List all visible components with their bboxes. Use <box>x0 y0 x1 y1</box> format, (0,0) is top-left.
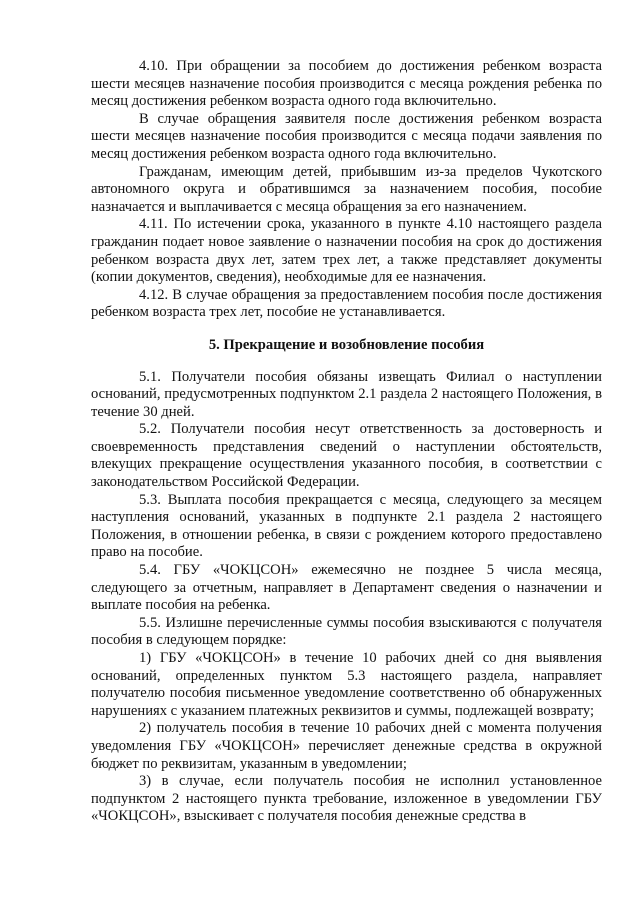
paragraph-4-11: 4.11. По истечении срока, указанного в пункте 4.10 настоящего раздела гражданин подает новое заявление о назначении пособия на срок до достижения ребенком возраста двух лет, затем трех лет, а также представляет документы (копии документов, сведения), необходимые для ее назначения. <box>91 216 602 286</box>
paragraph-5-2: 5.2. Получатели пособия несут ответственность за достоверность и своевременность представления сведений о наступлении обстоятельств, влекущих прекращение осуществления указанного пособия, в соответствии с законодательством Российской Федерации. <box>91 421 602 491</box>
paragraph-5-3: 5.3. Выплата пособия прекращается с месяца, следующего за месяцем наступления оснований, указанных в подпункте 2.1 раздела 2 настоящего Положения, в отношении ребенка, в связи с рождением которого предоставлено право на пособие. <box>91 491 602 561</box>
paragraph-4-10-arrivals: Гражданам, имеющим детей, прибывшим из-за пределов Чукотского автономного округа и обратившимся за назначением пособия, пособие назначается и выплачивается с месяца обращения за его назначением. <box>91 163 602 215</box>
paragraph-5-5: 5.5. Излишне перечисленные суммы пособия взыскиваются с получателя пособия в следующем порядке: <box>91 614 602 649</box>
document-page <box>91 58 602 826</box>
paragraph-5-4: 5.4. ГБУ «ЧОКЦСОН» ежемесячно не позднее 5 числа месяца, следующего за отчетным, направляет в Департамент сведения о назначении и выплате пособия на ребенка. <box>91 562 602 614</box>
paragraph-4-10-late-application: В случае обращения заявителя после достижения ребенком возраста шести месяцев назначение пособия производится с месяца подачи заявления по месяц достижения ребенком возраста одного года включительно. <box>91 110 602 162</box>
paragraph-4-12: 4.12. В случае обращения за предоставлением пособия после достижения ребенком возраста трех лет, пособие не устанавливается. <box>91 286 602 321</box>
paragraph-5-5-item-1: 1) ГБУ «ЧОКЦСОН» в течение 10 рабочих дней со дня выявления оснований, определенных пунктом 5.3 настоящего раздела, направляет получателю пособия письменное уведомление соответственно об обнаруженных нарушениях с указанием платежных реквизитов и суммы, подлежащей возврату; <box>91 650 602 719</box>
paragraph-5-1: 5.1. Получатели пособия обязаны извещать Филиал о наступлении оснований, предусмотренных подпунктом 2.1 раздела 2 настоящего Положения, в течение 30 дней. <box>91 368 602 420</box>
paragraph-5-5-item-2: 2) получатель пособия в течение 10 рабочих дней с момента получения уведомления ГБУ «ЧОКЦСОН» перечисляет денежные средства в окружной бюджет по реквизитам, указанным в уведомлении; <box>91 720 602 772</box>
paragraph-5-5-item-3: 3) в случае, если получатель пособия не исполнил установленное подпунктом 2 настоящего пункта требование, изложенное в уведомлении ГБУ «ЧОКЦСОН», взыскивает с получателя пособия денежные средства в <box>91 773 602 825</box>
paragraph-4-10: 4.10. При обращении за пособием до достижения ребенком возраста шести месяцев назначение пособия производится с месяца рождения ребенка по месяц достижения ребенком возраста одного года включительно. <box>91 58 602 110</box>
section-heading: 5. Прекращение и возобновление пособия <box>208 336 485 353</box>
